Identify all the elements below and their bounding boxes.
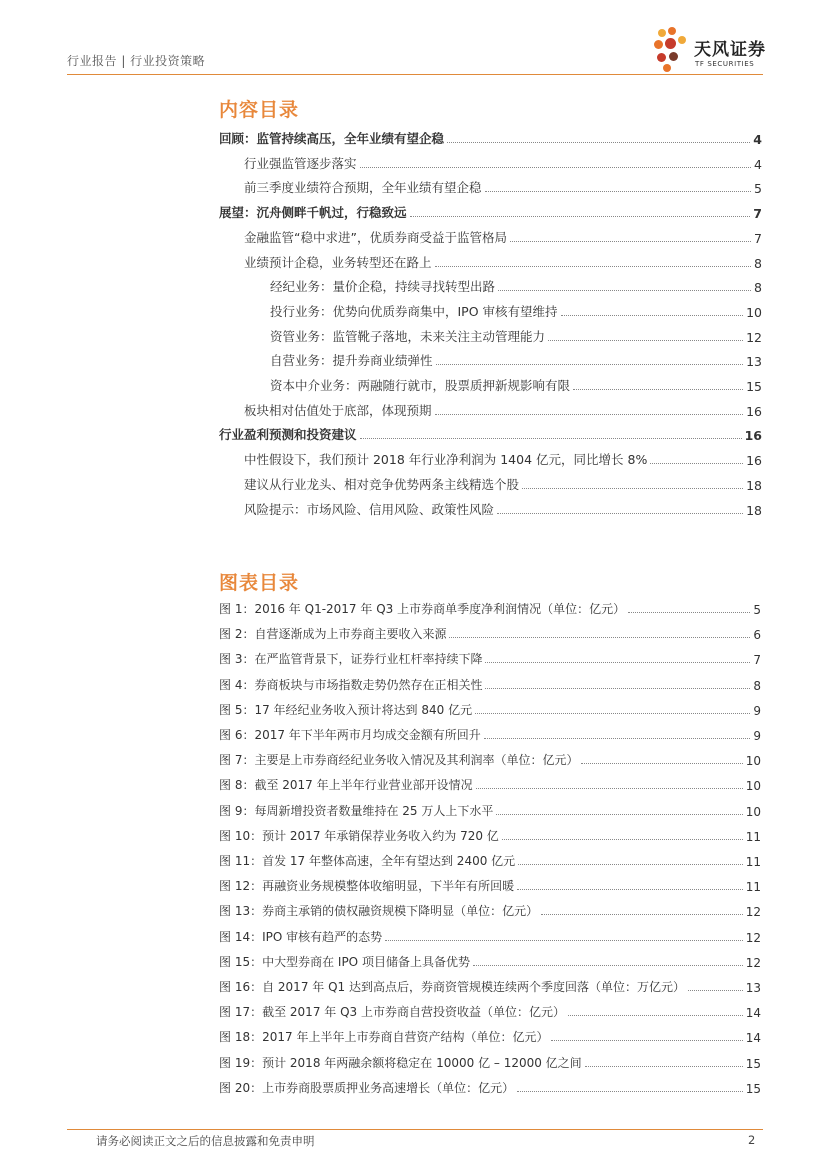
toc-entry-page: 18: [746, 477, 762, 493]
figure-entry-page: 9: [753, 729, 761, 743]
figure-entry[interactable]: [219, 723, 761, 743]
dot-leader: [496, 814, 742, 815]
dot-leader: [585, 1066, 743, 1067]
figure-entry-page: 7: [753, 653, 761, 668]
dot-leader: [541, 914, 743, 915]
dot-leader: [360, 438, 742, 439]
logo-english-name: TF SECURITIES: [695, 60, 755, 68]
figure-entry-label: 图 15：: [219, 954, 263, 969]
figure-entry[interactable]: [219, 1000, 761, 1020]
dot-leader: [449, 637, 750, 638]
toc-entry-page: 10: [746, 304, 762, 320]
figure-entry-title: 在严监管背景下，证券行业杠杆率持续下降: [254, 652, 483, 667]
dot-leader: [360, 167, 752, 168]
logo-mark-icon: [654, 27, 688, 73]
dot-leader: [517, 1091, 743, 1092]
figure-entry-page: 15: [745, 1081, 761, 1096]
dot-leader: [447, 142, 750, 143]
dot-leader: [410, 216, 751, 217]
figure-entry-label: 图 1：: [219, 602, 255, 616]
figure-entry-label: 图 7：: [219, 753, 255, 768]
toc-entry[interactable]: [244, 473, 762, 493]
toc-entry-title: 中性假设下，我们预计 2018 年行业净利润为 1404 亿元，同比增长 8%: [244, 452, 648, 468]
figure-entry-page: 11: [745, 880, 761, 895]
figure-entry[interactable]: [219, 874, 761, 894]
figure-entry-label: 图 13：: [219, 904, 263, 919]
figure-entry[interactable]: [219, 1025, 761, 1045]
figure-entry-page: 14: [745, 1031, 761, 1046]
figure-entry-title: 券商板块与市场指数走势仍然存在正相关性: [254, 677, 483, 692]
toc-entry-page: 16: [746, 403, 762, 419]
toc-entry[interactable]: [244, 176, 762, 196]
toc-entry-title: 行业盈利预测和投资建议: [219, 427, 357, 443]
toc-entry[interactable]: [244, 152, 762, 172]
toc-entry[interactable]: [244, 226, 762, 246]
toc-entry-title: 业绩预计企稳，业务转型还在路上: [244, 254, 432, 270]
dot-leader: [581, 763, 742, 764]
figure-entry-title: 2017 年下半年两市月均成交金额有所回升: [254, 728, 481, 742]
figure-entry-label: 图 6：: [219, 728, 255, 742]
figure-entry-title: 自 2017 年 Q1 达到高点后，券商资管规模连续两个季度回落（单位：万亿元）: [262, 980, 685, 994]
figure-entry-title: 上市券商股票质押业务高速增长（单位：亿元）: [262, 1080, 515, 1095]
dot-leader: [548, 340, 743, 341]
figure-entry-title: 截至 2017 年上半年行业营业部开设情况: [254, 778, 473, 793]
dot-leader: [502, 839, 743, 840]
dot-leader: [485, 662, 750, 663]
footer-divider: [67, 1129, 763, 1130]
dot-leader: [551, 1040, 742, 1041]
toc-entry[interactable]: [270, 275, 762, 295]
dot-leader: [476, 788, 743, 789]
figure-entry-title: 再融资业务规模整体收缩明显，下半年有所回暖: [262, 879, 515, 894]
figure-entry-page: 8: [753, 678, 761, 693]
toc-entry-title: 投行业务：优势向优质券商集中，IPO 审核有望维持: [270, 303, 558, 319]
figure-entry-label: 图 9：: [219, 803, 255, 818]
toc-entry-title: 回顾：监管持续高压，全年业绩有望企稳: [219, 131, 445, 146]
dot-leader: [385, 940, 743, 941]
figure-entry-page: 15: [745, 1056, 761, 1071]
toc-entry-page: 5: [754, 181, 762, 197]
toc-entry-page: 7: [754, 230, 762, 246]
figure-entry-page: 12: [745, 955, 761, 970]
toc-entry-title: 资管业务：监管靴子落地，未来关注主动管理能力: [270, 328, 546, 344]
figure-entry-page: 12: [745, 905, 761, 920]
figure-entry-label: 图 20：: [219, 1080, 263, 1095]
toc-entry-title: 风险提示：市场风险、信用风险、政策性风险: [244, 501, 495, 517]
toc-entry-title: 行业强监管逐步落实: [244, 155, 357, 171]
figure-entry-title: 每周新增投资者数量维持在 25 万人上下水平: [254, 803, 494, 818]
dot-leader: [573, 389, 743, 390]
dot-leader: [650, 463, 743, 464]
figure-entry-title: 首发 17 年整体高速，全年有望达到 2400 亿元: [262, 854, 516, 868]
dot-leader: [517, 889, 743, 890]
toc-entry[interactable]: [244, 498, 762, 518]
toc-entry-page: 4: [754, 156, 762, 172]
toc-entry-page: 15: [746, 379, 762, 394]
figure-entry-title: 2016 年 Q1-2017 年 Q3 上市券商单季度净利润情况（单位：亿元）: [254, 602, 626, 616]
toc-entry[interactable]: [270, 300, 762, 320]
figure-entry-label: 图 10：: [219, 828, 263, 843]
figure-entry[interactable]: [219, 925, 761, 945]
figure-entry-label: 图 19：: [219, 1055, 263, 1070]
figure-entry[interactable]: [219, 1076, 761, 1096]
toc-entry[interactable]: [270, 325, 762, 345]
dot-leader: [436, 364, 744, 365]
figure-entry-label: 图 3：: [219, 652, 255, 667]
toc-entry-page: 8: [754, 280, 762, 296]
toc-entry-page: 16: [744, 428, 762, 444]
dot-leader: [510, 241, 751, 242]
dot-leader: [497, 513, 743, 514]
toc-entry-page: 7: [753, 206, 762, 222]
toc-entry-page: 13: [746, 354, 762, 370]
toc-entry-page: 8: [754, 255, 762, 271]
figure-entry-page: 5: [753, 603, 761, 617]
figure-entry-title: 截至 2017 年 Q3 上市券商自营投资收益（单位：亿元）: [262, 1005, 565, 1020]
figure-entry-title: 券商主承销的债权融资规模下降明显（单位：亿元）: [262, 904, 539, 919]
figure-entry[interactable]: [219, 849, 761, 869]
figure-entry[interactable]: [219, 622, 761, 642]
dot-leader: [485, 191, 752, 192]
dot-leader: [628, 612, 750, 613]
figure-entry-page: 11: [745, 829, 761, 844]
toc-entry[interactable]: [219, 201, 762, 221]
figure-entry-title: 主要是上市券商经纪业务收入情况及其利润率（单位：亿元）: [254, 753, 579, 768]
dot-leader: [475, 713, 750, 714]
dot-leader: [522, 488, 743, 489]
toc-entry[interactable]: [219, 423, 762, 443]
figure-entry-title: IPO 审核有趋严的态势: [262, 929, 383, 944]
figure-entry[interactable]: [219, 673, 761, 693]
figure-entry-label: 图 8：: [219, 778, 255, 793]
toc-entry-page: 4: [753, 132, 762, 147]
toc-entry-title: 经纪业务：量价企稳，持续寻找转型出路: [270, 279, 496, 295]
report-breadcrumb: 行业报告 | 行业投资策略: [67, 54, 206, 68]
toc-entry-title: 资本中介业务：两融随行就市，股票质押新规影响有限: [270, 378, 571, 393]
figure-entry-page: 9: [753, 703, 761, 718]
figure-entry-title: 17 年经纪业务收入预计将达到 840 亿元: [254, 702, 473, 717]
toc-entry[interactable]: [244, 251, 762, 271]
header-divider: [67, 74, 763, 75]
figure-entry-page: 14: [745, 1006, 761, 1021]
figure-entry-page: 10: [745, 754, 761, 769]
figure-entry[interactable]: [219, 698, 761, 718]
figure-entry[interactable]: [219, 597, 761, 617]
toc-entry-page: 12: [746, 329, 762, 345]
toc-entry-title: 前三季度业绩符合预期，全年业绩有望企稳: [244, 180, 482, 196]
figure-entry-label: 图 12：: [219, 879, 263, 894]
figure-entry[interactable]: [219, 824, 761, 844]
figure-entry-page: 10: [745, 804, 761, 819]
dot-leader: [518, 864, 743, 865]
toc-entry-title: 金融监管“稳中求进”，优质券商受益于监管格局: [244, 229, 507, 245]
dot-leader: [473, 965, 743, 966]
figure-entry-page: 11: [745, 855, 761, 869]
figure-entry[interactable]: [219, 647, 761, 667]
dot-leader: [435, 414, 744, 415]
dot-leader: [484, 738, 751, 739]
company-logo: [654, 27, 774, 73]
figure-entry[interactable]: [219, 950, 761, 970]
figure-entry-title: 自营逐渐成为上市券商主要收入来源: [254, 627, 447, 642]
toc-entry[interactable]: [219, 127, 762, 147]
figure-entry-label: 图 16：: [219, 980, 263, 994]
figure-entry-title: 2017 年上半年上市券商自营资产结构（单位：亿元）: [262, 1030, 549, 1045]
dot-leader: [561, 315, 744, 316]
figure-entry-title: 预计 2017 年承销保荐业务收入约为 720 亿: [262, 828, 499, 843]
dot-leader: [435, 266, 752, 267]
figure-entry[interactable]: [219, 748, 761, 768]
page-number: 2: [748, 1133, 756, 1147]
dot-leader: [498, 290, 751, 291]
figure-entry-title: 中大型券商在 IPO 项目储备上具备优势: [262, 954, 470, 969]
figure-entry-page: 6: [753, 628, 761, 643]
figure-entry[interactable]: [219, 1051, 761, 1071]
figure-entry-page: 12: [745, 930, 761, 945]
figure-entry[interactable]: [219, 799, 761, 819]
toc-entry[interactable]: [270, 349, 762, 369]
toc-entry-page: 18: [746, 502, 762, 518]
figures-title: 图表目录: [219, 572, 300, 594]
figure-entry[interactable]: [219, 773, 761, 793]
figure-entry-title: 预计 2018 年两融余额将稳定在 10000 亿 – 12000 亿之间: [262, 1055, 582, 1070]
toc-entry[interactable]: [244, 448, 762, 468]
footer-disclaimer: 请务必阅读正文之后的信息披露和免责申明: [96, 1134, 315, 1148]
figure-entry-label: 图 5：: [219, 702, 255, 717]
figure-entry-label: 图 11：: [219, 854, 263, 868]
toc-entry-title: 展望：沉舟侧畔千帆过，行稳致远: [219, 205, 407, 221]
figure-entry-label: 图 4：: [219, 677, 255, 692]
dot-leader: [485, 688, 750, 689]
logo-chinese-name: 天风证券: [694, 40, 766, 60]
toc-entry-title: 板块相对估值处于底部，体现预期: [244, 402, 432, 418]
dot-leader: [688, 990, 743, 991]
figure-entry-label: 图 2：: [219, 627, 255, 642]
figure-entry-label: 图 14：: [219, 929, 263, 944]
toc-entry-page: 16: [746, 453, 762, 469]
toc-entry-title: 建议从行业龙头、相对竞争优势两条主线精选个股: [244, 476, 520, 492]
figure-entry-label: 图 17：: [219, 1005, 263, 1020]
toc-entry[interactable]: [270, 374, 762, 394]
figure-entry-page: 10: [745, 779, 761, 794]
toc-entry[interactable]: [244, 399, 762, 419]
toc-title: 内容目录: [219, 99, 300, 121]
figure-entry-page: 13: [745, 981, 761, 995]
figure-entry[interactable]: [219, 899, 761, 919]
figure-entry-label: 图 18：: [219, 1030, 263, 1045]
dot-leader: [568, 1015, 743, 1016]
figure-entry[interactable]: [219, 975, 761, 995]
toc-entry-title: 自营业务：提升券商业绩弹性: [270, 353, 433, 369]
